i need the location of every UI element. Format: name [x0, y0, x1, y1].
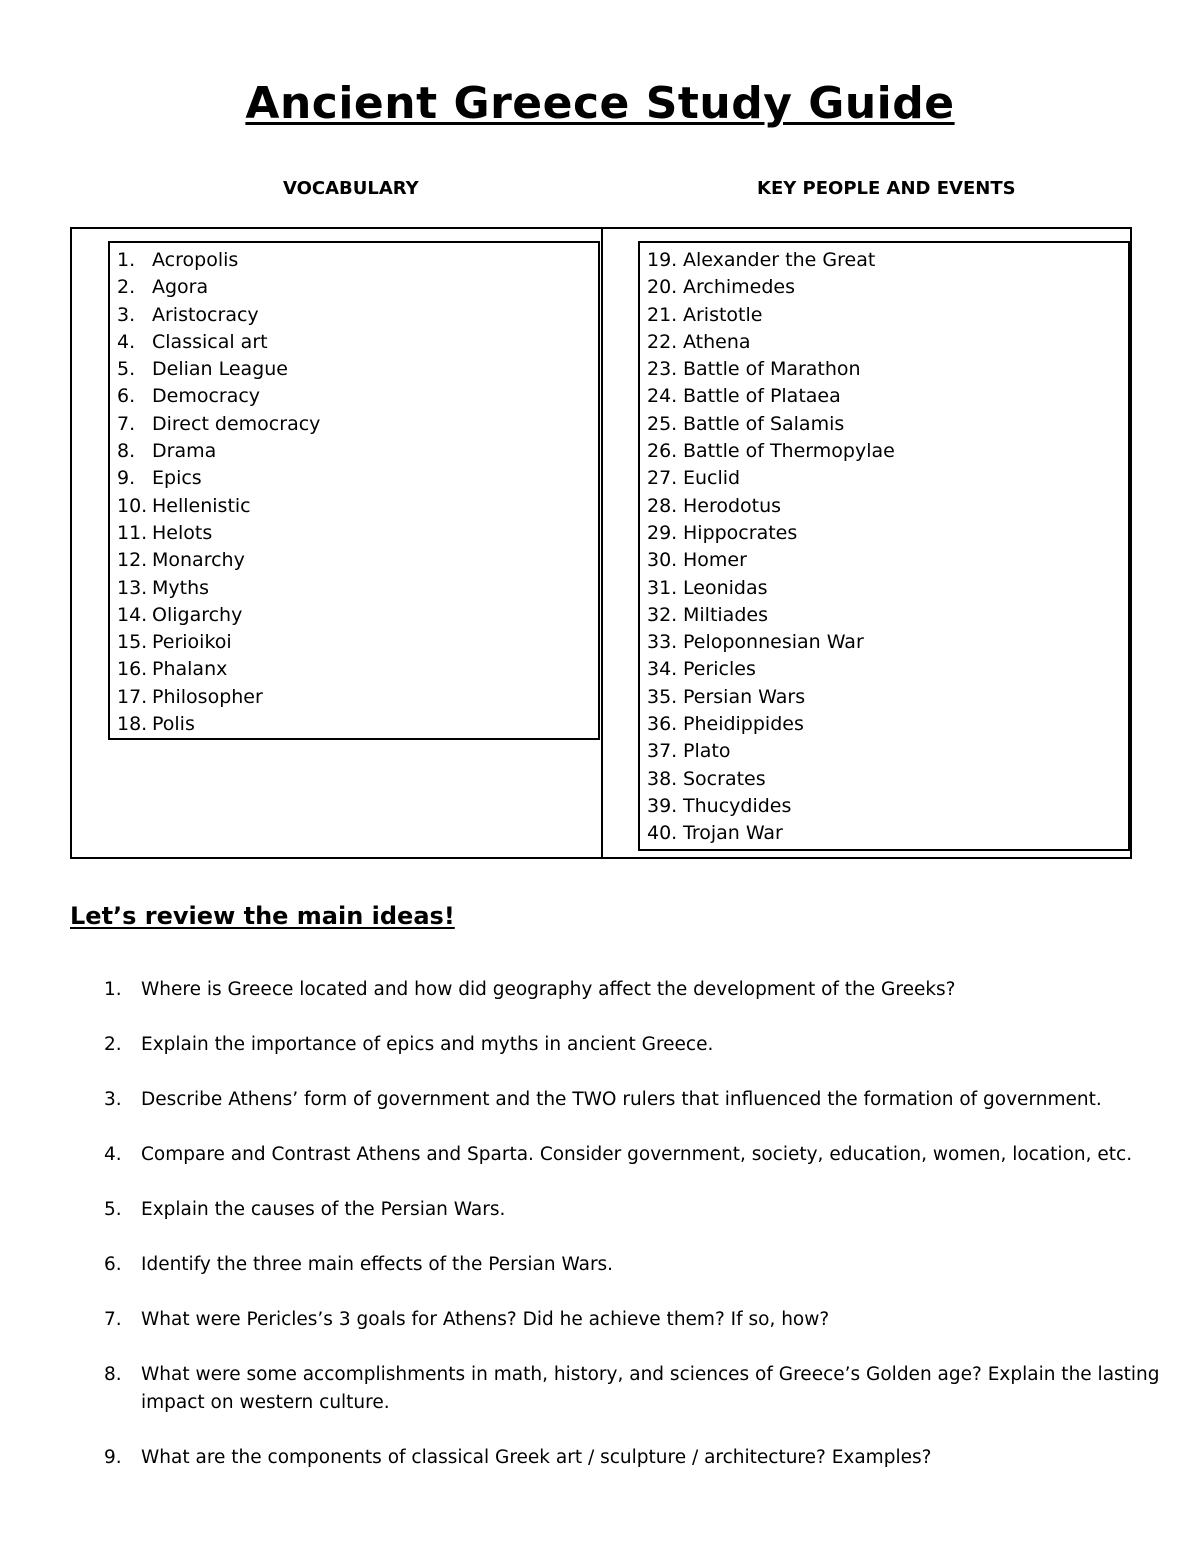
key-person-event-item-number: 26. [647, 440, 678, 463]
review-question-number: 3. [104, 1089, 122, 1110]
review-question-number: 2. [104, 1034, 122, 1055]
key-person-event-item [640, 575, 1128, 602]
key-person-event-item-number: 35. [647, 685, 678, 708]
key-person-event-item-text: Miltiades [683, 603, 768, 626]
review-question-number: 4. [104, 1144, 122, 1165]
key-person-event-item [640, 302, 1128, 329]
review-question-text: Explain the importance of epics and myths in ancient Greece. [141, 1034, 714, 1055]
vocabulary-item-number: 10. [117, 494, 148, 517]
vocabulary-item-number: 17. [117, 685, 148, 708]
key-person-event-item-number: 34. [647, 658, 678, 681]
review-question [104, 1306, 1164, 1334]
vocabulary-item-text: Acropolis [152, 249, 239, 271]
review-question-text: What were Pericles’s 3 goals for Athens? Did he achieve them? If so, how? [141, 1309, 830, 1330]
key-person-event-item-text: Persian Wars [683, 685, 806, 708]
key-people-events-heading: KEY PEOPLE AND EVENTS [757, 178, 1016, 199]
vocabulary-item [110, 493, 598, 520]
key-person-event-item [640, 684, 1128, 711]
key-person-event-item [640, 465, 1128, 492]
review-question-text: Identify the three main effects of the Persian Wars. [141, 1254, 614, 1275]
key-person-event-item-text: Alexander the Great [683, 249, 876, 271]
vocabulary-item-number: 15. [117, 631, 148, 654]
review-question-text: Where is Greece located and how did geography affect the development of the Greeks? [141, 979, 956, 1000]
vocabulary-item-number: 9. [117, 467, 136, 490]
vocabulary-item-number: 12. [117, 549, 148, 572]
review-question-list [104, 976, 1164, 1499]
key-person-event-item-text: Athena [683, 330, 751, 353]
key-person-event-item [640, 356, 1128, 383]
vocabulary-heading: VOCABULARY [283, 178, 419, 199]
key-person-event-item [640, 247, 1128, 274]
key-person-event-item-text: Euclid [683, 467, 741, 490]
vocabulary-item-text: Monarchy [152, 549, 245, 572]
key-person-event-item [640, 411, 1128, 438]
vocabulary-item-text: Agora [152, 276, 209, 299]
vocabulary-item-number: 6. [117, 385, 136, 408]
key-person-event-item [640, 547, 1128, 574]
key-person-event-item-number: 32. [647, 603, 678, 626]
review-question-text: Explain the causes of the Persian Wars. [141, 1199, 506, 1220]
key-person-event-item-text: Battle of Thermopylae [683, 440, 895, 463]
key-person-event-item [640, 793, 1128, 820]
key-person-event-item [640, 711, 1128, 738]
vocabulary-item [110, 575, 598, 602]
key-person-event-item-number: 28. [647, 494, 678, 517]
page-title: Ancient Greece Study Guide [245, 78, 955, 129]
key-person-event-item-number: 24. [647, 385, 678, 408]
column-divider [601, 229, 603, 857]
key-person-event-item-number: 19. [647, 249, 678, 271]
key-person-event-item-number: 40. [647, 822, 678, 845]
review-question-number: 7. [104, 1309, 122, 1330]
key-person-event-item [640, 520, 1128, 547]
key-person-event-item [640, 438, 1128, 465]
key-person-event-item [640, 738, 1128, 765]
vocabulary-item-text: Classical art [152, 330, 268, 353]
review-heading: Let’s review the main ideas! [70, 902, 455, 930]
vocabulary-item-text: Aristocracy [152, 303, 259, 326]
key-person-event-item-text: Battle of Plataea [683, 385, 841, 408]
review-question-text: What were some accomplishments in math, history, and sciences of Greece’s Golden age? Explain the lasting impact on western culture. [141, 1364, 1160, 1413]
key-person-event-item-number: 29. [647, 521, 678, 544]
key-person-event-item-number: 37. [647, 740, 678, 763]
key-person-event-item-number: 21. [647, 303, 678, 326]
terms-table [70, 227, 1132, 859]
vocabulary-item-number: 14. [117, 603, 148, 626]
vocabulary-item-text: Direct democracy [152, 412, 321, 435]
key-person-event-item [640, 629, 1128, 656]
key-people-events-list [640, 243, 1128, 848]
vocabulary-item-number: 7. [117, 412, 136, 435]
vocabulary-item [110, 656, 598, 683]
key-person-event-item-text: Peloponnesian War [683, 631, 864, 654]
vocabulary-item-number: 4. [117, 330, 136, 353]
review-question [104, 976, 1164, 1004]
key-person-event-item [640, 656, 1128, 683]
vocabulary-item [110, 302, 598, 329]
key-person-event-item-number: 31. [647, 576, 678, 599]
key-person-event-item-text: Aristotle [683, 303, 763, 326]
key-person-event-item-number: 20. [647, 276, 678, 299]
key-person-event-item-number: 39. [647, 794, 678, 817]
vocabulary-item-text: Hellenistic [152, 494, 251, 517]
key-person-event-item-text: Pheidippides [683, 713, 804, 736]
review-question [104, 1444, 1164, 1472]
key-person-event-item-text: Pericles [683, 658, 756, 681]
vocabulary-item [110, 438, 598, 465]
key-person-event-item-text: Socrates [683, 767, 766, 790]
review-question-number: 5. [104, 1199, 122, 1220]
key-person-event-item-text: Archimedes [683, 276, 796, 299]
key-person-event-item-number: 22. [647, 330, 678, 353]
vocabulary-item-text: Democracy [152, 385, 261, 408]
vocabulary-item-number: 3. [117, 303, 136, 326]
review-question-text: Describe Athens’ form of government and the TWO rulers that influenced the formation of government. [141, 1089, 1102, 1110]
vocabulary-item [110, 711, 598, 738]
key-person-event-item [640, 766, 1128, 793]
vocabulary-item-number: 16. [117, 658, 148, 681]
review-question-text: Compare and Contrast Athens and Sparta. Consider government, society, education, women, location, etc. [141, 1144, 1133, 1165]
key-person-event-item-number: 30. [647, 549, 678, 572]
vocabulary-box [108, 241, 600, 740]
vocabulary-item-text: Myths [152, 576, 210, 599]
key-person-event-item-text: Trojan War [683, 822, 783, 845]
key-person-event-item-text: Leonidas [683, 576, 768, 599]
vocabulary-item-text: Epics [152, 467, 202, 490]
vocabulary-item-text: Philosopher [152, 685, 263, 708]
vocabulary-item [110, 274, 598, 301]
key-person-event-item-number: 33. [647, 631, 678, 654]
key-person-event-item [640, 602, 1128, 629]
key-person-event-item-text: Thucydides [683, 794, 792, 817]
vocabulary-item-number: 2. [117, 276, 136, 299]
vocabulary-item-text: Phalanx [152, 658, 228, 681]
vocabulary-item-text: Delian League [152, 358, 288, 381]
vocabulary-item-number: 11. [117, 521, 148, 544]
vocabulary-item [110, 520, 598, 547]
key-person-event-item-number: 38. [647, 767, 678, 790]
vocabulary-item [110, 465, 598, 492]
key-person-event-item [640, 493, 1128, 520]
vocabulary-item [110, 602, 598, 629]
key-person-event-item-text: Hippocrates [683, 521, 798, 544]
review-question-text: What are the components of classical Greek art / sculpture / architecture? Examples? [141, 1447, 932, 1468]
key-person-event-item-text: Battle of Marathon [683, 358, 861, 381]
vocabulary-item-text: Perioikoi [152, 631, 232, 654]
key-person-event-item-number: 27. [647, 467, 678, 490]
vocabulary-item-text: Polis [152, 713, 195, 736]
vocabulary-item [110, 629, 598, 656]
vocabulary-item [110, 329, 598, 356]
key-person-event-item-number: 25. [647, 412, 678, 435]
vocabulary-item [110, 356, 598, 383]
vocabulary-item-number: 5. [117, 358, 136, 381]
key-person-event-item [640, 820, 1128, 847]
key-person-event-item-text: Battle of Salamis [683, 412, 845, 435]
review-question-number: 6. [104, 1254, 122, 1275]
vocabulary-item-number: 1. [117, 249, 136, 271]
vocabulary-item-number: 8. [117, 440, 136, 463]
vocabulary-item-text: Helots [152, 521, 213, 544]
review-question [104, 1086, 1164, 1114]
key-person-event-item-text: Herodotus [683, 494, 782, 517]
vocabulary-item [110, 383, 598, 410]
review-question [104, 1196, 1164, 1224]
key-person-event-item-text: Plato [683, 740, 731, 763]
key-people-events-box [638, 241, 1130, 851]
review-question [104, 1141, 1164, 1169]
review-question [104, 1251, 1164, 1279]
vocabulary-item-text: Oligarchy [152, 603, 243, 626]
key-person-event-item [640, 383, 1128, 410]
review-question-number: 8. [104, 1364, 122, 1385]
vocabulary-list [110, 243, 598, 738]
vocabulary-item [110, 547, 598, 574]
vocabulary-item-number: 18. [117, 713, 148, 736]
review-question-number: 1. [104, 979, 122, 1000]
review-question-number: 9. [104, 1447, 122, 1468]
review-question [104, 1361, 1164, 1417]
vocabulary-item [110, 684, 598, 711]
key-person-event-item [640, 274, 1128, 301]
vocabulary-item-text: Drama [152, 440, 217, 463]
vocabulary-item-number: 13. [117, 576, 148, 599]
review-question [104, 1031, 1164, 1059]
key-person-event-item [640, 329, 1128, 356]
key-person-event-item-text: Homer [683, 549, 747, 572]
key-person-event-item-number: 23. [647, 358, 678, 381]
vocabulary-item [110, 411, 598, 438]
vocabulary-item [110, 247, 598, 274]
key-person-event-item-number: 36. [647, 713, 678, 736]
